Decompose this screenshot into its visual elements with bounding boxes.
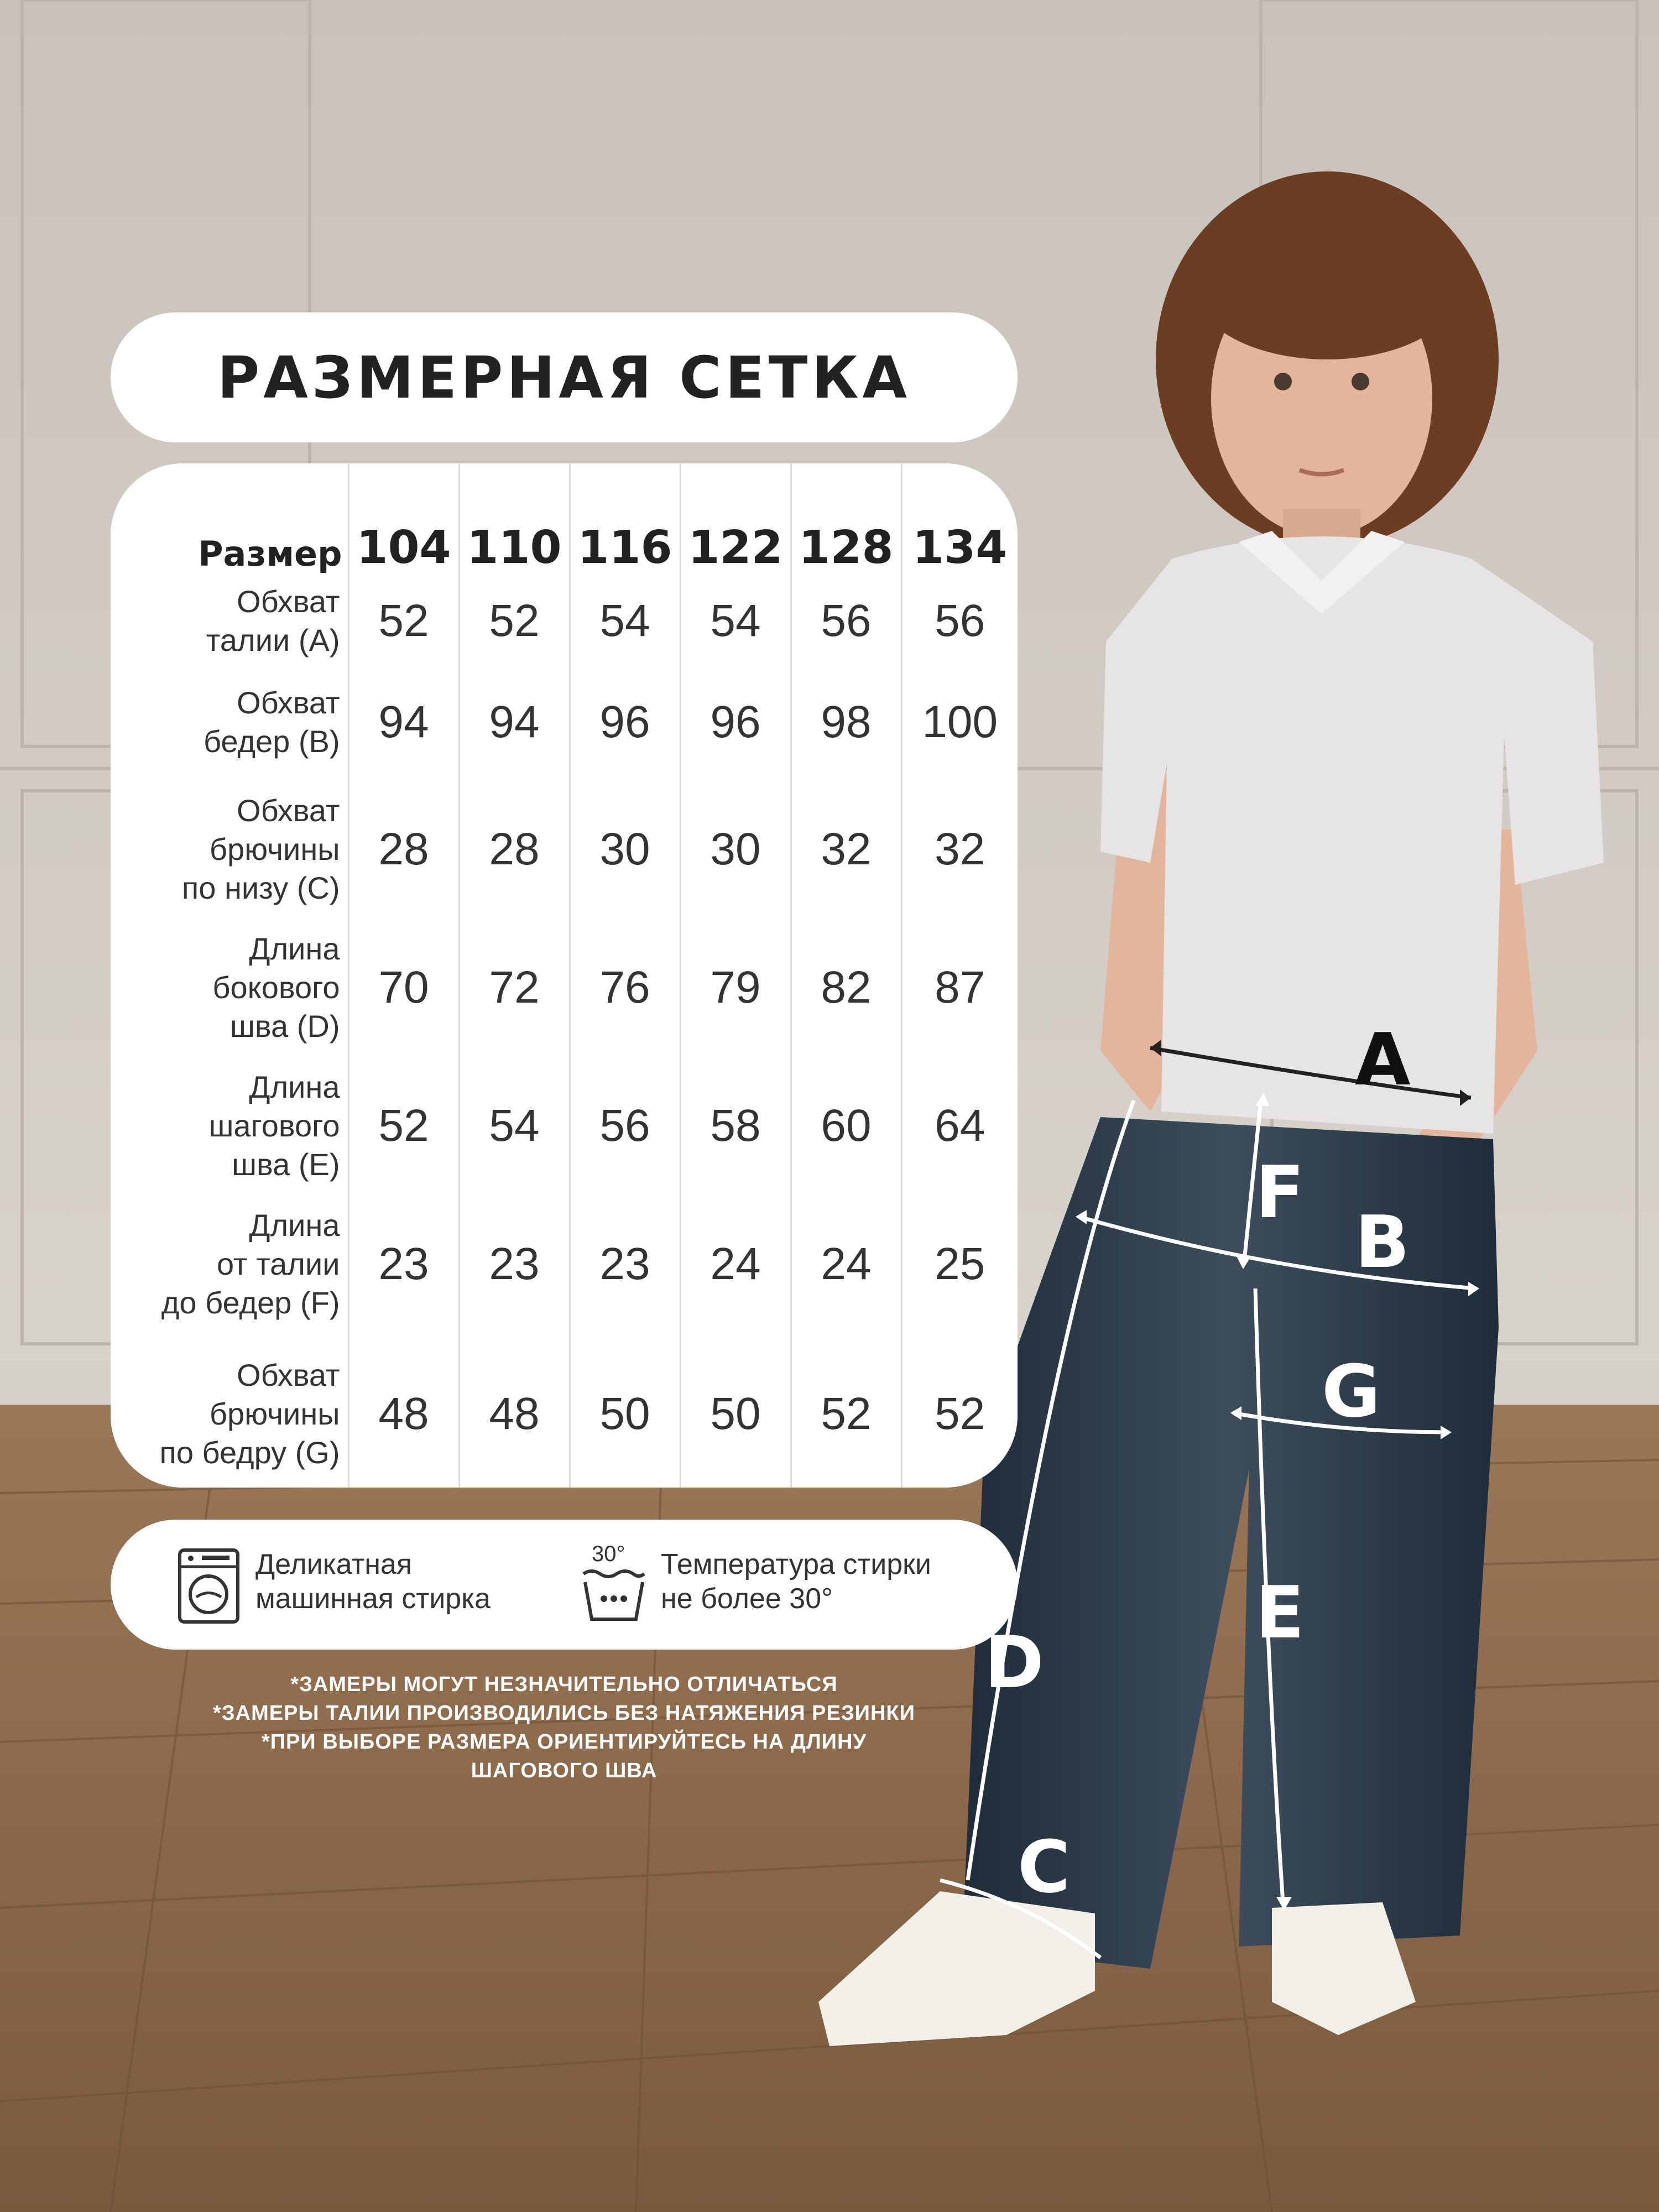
table-cell: 32	[791, 781, 901, 917]
row-label: Длина от талии до бедер (F)	[161, 1207, 340, 1320]
row-label: Обхват бедер (B)	[203, 685, 340, 759]
title-card	[111, 312, 1018, 442]
table-cell: 25	[901, 1193, 1018, 1334]
table-cell: 98	[791, 662, 901, 781]
measure-label-b: B	[1355, 1200, 1410, 1284]
table-cell: 96	[570, 662, 680, 781]
measure-label-f: F	[1255, 1150, 1305, 1234]
measure-label-c: C	[1018, 1825, 1071, 1909]
footnote: *ЗАМЕРЫ МОГУТ НЕЗНАЧИТЕЛЬНО ОТЛИЧАТЬСЯ	[290, 1673, 838, 1696]
footnote: *ПРИ ВЫБОРЕ РАЗМЕРА ОРИЕНТИРУЙТЕСЬ НА ДЛИНУ	[261, 1730, 867, 1754]
table-cell: 56	[791, 580, 901, 662]
table-cell: 72	[459, 917, 570, 1058]
table-cell: 56	[570, 1058, 680, 1193]
table-row	[111, 1193, 1018, 1334]
row-label: Обхват талии (A)	[206, 584, 340, 658]
table-cell: 54	[459, 1058, 570, 1193]
table-cell: 23	[459, 1193, 570, 1334]
table-cell: 52	[348, 580, 459, 662]
size-header-label: Размер	[198, 534, 342, 574]
footnote: *ЗАМЕРЫ ТАЛИИ ПРОИЗВОДИЛИСЬ БЕЗ НАТЯЖЕНИЯ РЕЗИНКИ	[213, 1702, 915, 1725]
footnotes	[111, 1670, 1018, 1785]
size-table	[111, 463, 1018, 1488]
size-column-header: 104	[348, 463, 459, 580]
table-cell: 100	[901, 662, 1018, 781]
table-cell: 50	[680, 1334, 791, 1488]
table-row	[111, 662, 1018, 781]
table-cell: 52	[459, 580, 570, 662]
care-instructions-card	[111, 1520, 1018, 1650]
table-row	[111, 1058, 1018, 1193]
table-cell: 48	[348, 1334, 459, 1488]
size-column-header: 134	[901, 463, 1018, 580]
table-row	[111, 917, 1018, 1058]
measure-label-e: E	[1255, 1571, 1305, 1655]
table-cell: 58	[680, 1058, 791, 1193]
table-cell: 23	[348, 1193, 459, 1334]
washing-machine-icon	[177, 1547, 241, 1625]
size-column-header: 128	[791, 463, 901, 580]
table-cell: 32	[901, 781, 1018, 917]
size-column-header: 116	[570, 463, 680, 580]
table-cell: 79	[680, 917, 791, 1058]
table-header-row	[111, 463, 1018, 580]
page-title: РАЗМЕРНАЯ СЕТКА	[217, 343, 911, 411]
table-cell: 52	[901, 1334, 1018, 1488]
row-label: Длина бокового шва (D)	[212, 931, 340, 1044]
table-row	[111, 781, 1018, 917]
table-cell: 94	[348, 662, 459, 781]
table-cell: 56	[901, 580, 1018, 662]
size-column-header: 122	[680, 463, 791, 580]
table-cell: 54	[570, 580, 680, 662]
size-column-header: 110	[459, 463, 570, 580]
row-label: Обхват брючины по бедру (G)	[159, 1357, 340, 1470]
table-cell: 28	[348, 781, 459, 917]
wash-text: Деликатная машинная стирка	[255, 1548, 491, 1615]
size-table-card	[111, 463, 1018, 1488]
table-cell: 52	[791, 1334, 901, 1488]
row-label: Длина шагового шва (E)	[208, 1069, 340, 1182]
table-cell: 54	[680, 580, 791, 662]
table-cell: 24	[791, 1193, 901, 1334]
table-cell: 87	[901, 917, 1018, 1058]
footnote: ШАГОВОГО ШВА	[471, 1759, 658, 1782]
table-cell: 23	[570, 1193, 680, 1334]
table-cell: 48	[459, 1334, 570, 1488]
table-cell: 30	[570, 781, 680, 917]
measure-label-a: A	[1355, 1018, 1411, 1102]
table-cell: 76	[570, 917, 680, 1058]
table-cell: 64	[901, 1058, 1018, 1193]
temperature-text: Температура стирки не более 30°	[661, 1548, 931, 1615]
table-cell: 82	[791, 917, 901, 1058]
row-label: Обхват брючины по низу (C)	[181, 792, 340, 905]
table-cell: 30	[680, 781, 791, 917]
measure-label-g: G	[1322, 1349, 1381, 1433]
table-row	[111, 580, 1018, 662]
table-cell: 50	[570, 1334, 680, 1488]
table-cell: 96	[680, 662, 791, 781]
measure-label-d: D	[984, 1620, 1044, 1704]
table-cell: 28	[459, 781, 570, 917]
table-cell: 24	[680, 1193, 791, 1334]
table-cell: 52	[348, 1058, 459, 1193]
table-cell: 94	[459, 662, 570, 781]
table-cell: 70	[348, 917, 459, 1058]
wash-basin-30-icon: 30°	[581, 1542, 647, 1625]
table-row	[111, 1334, 1018, 1488]
table-cell: 60	[791, 1058, 901, 1193]
